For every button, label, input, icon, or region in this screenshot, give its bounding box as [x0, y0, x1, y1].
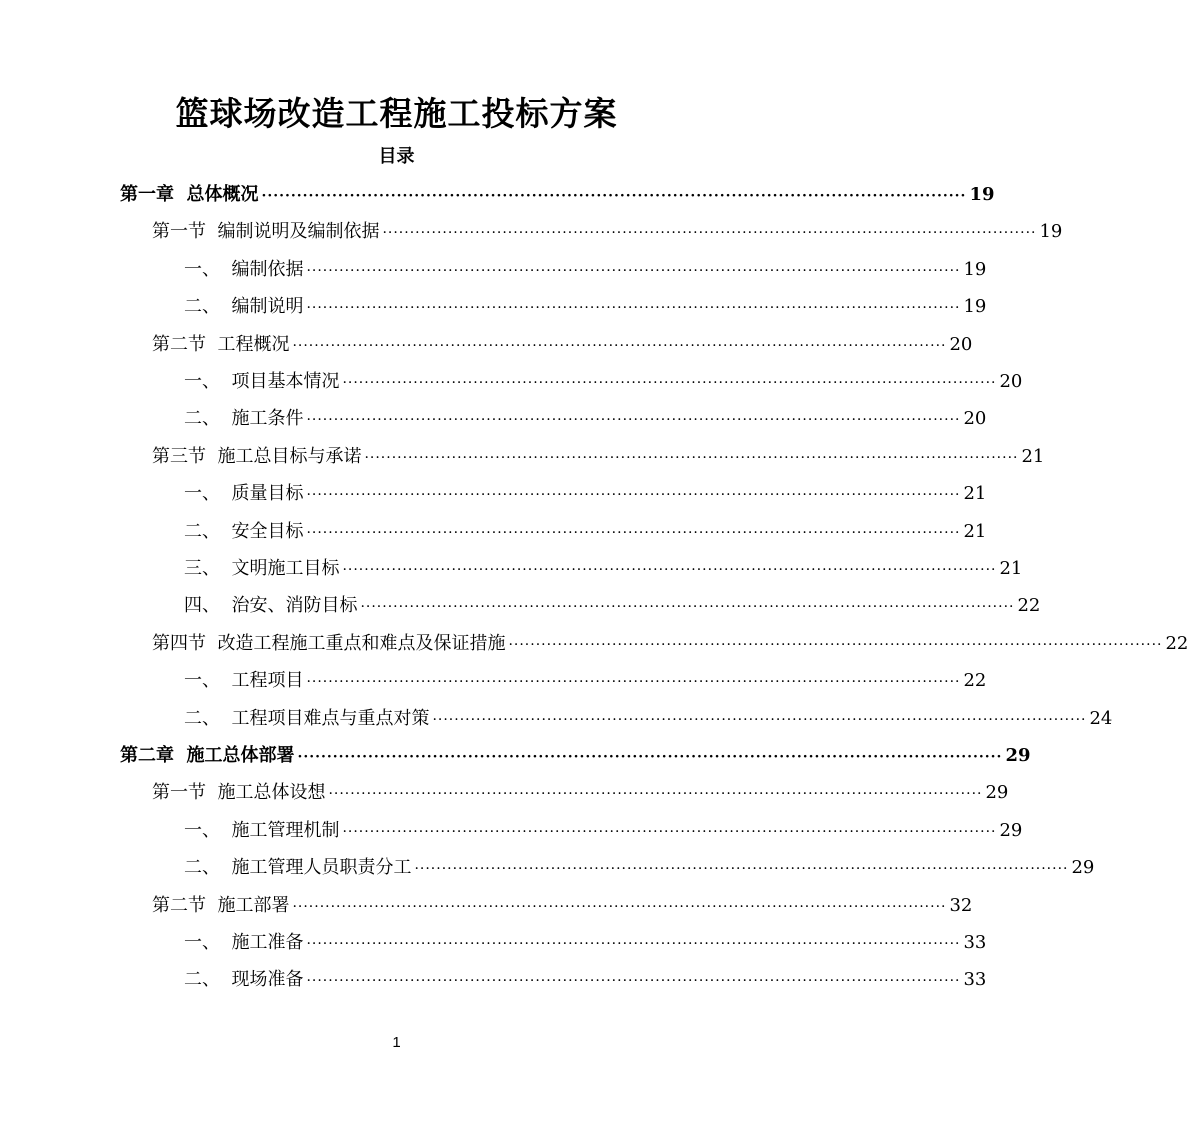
toc-leader-dots: ························································································································ — [414, 861, 1069, 878]
toc-entry-page: 29 — [985, 782, 1009, 804]
toc-leader-dots: ························································································································ — [342, 823, 997, 840]
toc-entry-title: 现场准备 — [231, 969, 304, 991]
document-title: 篮球场改造工程施工投标方案 — [175, 94, 618, 133]
toc-entry[interactable] — [152, 213, 1063, 250]
toc-entry-page: 20 — [963, 408, 987, 430]
toc-entry[interactable] — [152, 438, 1045, 475]
toc-leader-dots: ························································································································ — [261, 188, 967, 204]
toc-entry-page: 24 — [1089, 707, 1113, 729]
toc-entry-page: 33 — [963, 932, 987, 953]
toc-entry-page: 19 — [963, 258, 987, 280]
toc-entry-title: 施工条件 — [231, 408, 304, 430]
toc-entry[interactable] — [184, 251, 987, 288]
toc-entry-page: 21 — [963, 520, 987, 542]
toc-leader-dots: ························································································································ — [342, 375, 997, 391]
toc-entry-title: 改造工程施工重点和难点及保证措施 — [217, 632, 506, 654]
toc-entry-title: 编制依据 — [231, 258, 304, 280]
toc-entry[interactable] — [184, 587, 1041, 624]
toc-entry-page: 21 — [963, 483, 987, 505]
page-number: 1 — [392, 1034, 401, 1051]
toc-entry-title: 施工管理机制 — [231, 819, 340, 841]
toc-entry-number: 二、 — [184, 520, 220, 542]
toc-entry-number: 第二章 — [120, 745, 174, 766]
toc-leader-dots: ························································································································ — [364, 449, 1019, 466]
toc-entry[interactable] — [184, 288, 987, 325]
toc-entry[interactable] — [120, 737, 1031, 774]
toc-entry-number: 一、 — [184, 483, 220, 505]
toc-entry-number: 第一节 — [152, 221, 206, 243]
toc-entry[interactable] — [184, 475, 987, 512]
toc-leader-dots: ························································································································ — [292, 337, 947, 354]
toc-leader-dots: ························································································································ — [382, 225, 1037, 242]
toc-entry-title: 工程项目 — [231, 670, 304, 692]
toc-entry-number: 一、 — [184, 371, 220, 392]
toc-entry[interactable] — [184, 849, 1095, 886]
toc-entry[interactable] — [184, 400, 987, 437]
toc-heading: 目录 — [378, 146, 415, 167]
toc-leader-dots: ························································································································ — [306, 936, 961, 952]
toc-entry-title: 施工管理人员职责分工 — [231, 857, 412, 879]
toc-leader-dots: ························································································································ — [306, 412, 961, 429]
toc-entry-number: 二、 — [184, 408, 220, 430]
toc-leader-dots: ························································································································ — [292, 898, 947, 915]
toc-entry-page: 29 — [1071, 857, 1095, 879]
toc-entry-page: 21 — [1021, 445, 1045, 467]
toc-entry[interactable] — [184, 550, 1023, 587]
toc-entry-page: 22 — [1017, 595, 1041, 617]
toc-entry-number: 二、 — [184, 969, 220, 991]
toc-entry-number: 第一节 — [152, 782, 206, 804]
toc-entry[interactable] — [184, 700, 1113, 737]
toc-entry-number: 一、 — [184, 670, 220, 692]
toc-entry[interactable] — [184, 513, 987, 550]
toc-entry-title: 文明施工目标 — [231, 558, 340, 579]
toc-entry[interactable] — [184, 363, 1023, 400]
toc-entry-title: 施工总体设想 — [217, 782, 326, 804]
toc-leader-dots: ························································································································ — [306, 487, 961, 504]
toc-entry-page: 32 — [949, 894, 973, 916]
toc-leader-dots: ························································································································ — [306, 674, 961, 691]
toc-entry-page: 19 — [963, 296, 987, 318]
toc-entry-title: 编制说明 — [231, 296, 304, 318]
toc-leader-dots: ························································································································ — [360, 599, 1015, 616]
toc-leader-dots: ························································································································ — [306, 973, 961, 990]
toc-entry-number: 四、 — [184, 595, 220, 617]
toc-entry-page: 20 — [949, 333, 973, 355]
toc-leader-dots: ························································································································ — [328, 786, 983, 803]
toc-entry-number: 一、 — [184, 819, 220, 841]
toc-entry[interactable] — [152, 326, 973, 363]
toc-entry-number: 第二节 — [152, 333, 206, 355]
toc-entry-number: 一、 — [184, 258, 220, 280]
toc-entry-number: 第三节 — [152, 445, 206, 467]
toc-entry-page: 29 — [999, 819, 1023, 841]
toc-entry[interactable] — [184, 924, 987, 961]
toc-entry-page: 22 — [963, 670, 987, 692]
toc-entry-page: 21 — [999, 558, 1023, 579]
toc-entry-number: 一、 — [184, 932, 220, 953]
toc-entry-number: 二、 — [184, 296, 220, 318]
toc-entry[interactable] — [184, 961, 987, 998]
toc-leader-dots: ························································································································ — [508, 636, 1163, 653]
toc-entry-page: 20 — [999, 371, 1023, 392]
toc-entry-title: 总体概况 — [186, 184, 259, 205]
toc-entry-number: 第一章 — [120, 184, 174, 205]
toc-entry-title: 施工部署 — [217, 894, 290, 916]
toc-entry-page: 19 — [969, 184, 995, 205]
toc-leader-dots: ························································································································ — [306, 300, 961, 317]
toc-entry-page: 19 — [1039, 221, 1063, 243]
toc-entry[interactable] — [152, 625, 1188, 662]
toc-entry-title: 工程概况 — [217, 333, 290, 355]
toc-leader-dots: ························································································································ — [342, 562, 997, 578]
toc-entry-number: 第二节 — [152, 894, 206, 916]
toc-entry-title: 项目基本情况 — [231, 371, 340, 392]
toc-leader-dots: ························································································································ — [306, 262, 961, 279]
toc-entry-page: 33 — [963, 969, 987, 991]
toc-entry-title: 施工准备 — [231, 932, 304, 953]
toc-entry[interactable] — [152, 887, 973, 924]
toc-entry-number: 二、 — [184, 857, 220, 879]
toc-entry[interactable] — [184, 812, 1023, 849]
toc-entry-number: 第四节 — [152, 632, 206, 654]
toc-entry-number: 二、 — [184, 707, 220, 729]
toc-leader-dots: ························································································································ — [306, 524, 961, 541]
toc-entry-title: 质量目标 — [231, 483, 304, 505]
toc-entry-title: 施工总体部署 — [186, 745, 295, 766]
toc-entry[interactable] — [184, 662, 987, 699]
toc-entry-title: 施工总目标与承诺 — [217, 445, 362, 467]
toc-leader-dots: ························································································································ — [297, 749, 1003, 765]
toc-entry-number: 三、 — [184, 558, 220, 579]
toc-entry-title: 编制说明及编制依据 — [217, 221, 380, 243]
toc-entry-page: 29 — [1005, 745, 1031, 766]
toc-entry-page: 22 — [1165, 632, 1188, 654]
toc-entry[interactable] — [120, 176, 995, 213]
toc-leader-dots: ························································································································ — [432, 711, 1087, 728]
toc-entry-title: 工程项目难点与重点对策 — [231, 707, 430, 729]
toc-entry-title: 治安、消防目标 — [231, 595, 358, 617]
toc-entry-title: 安全目标 — [231, 520, 304, 542]
toc-entry[interactable] — [152, 774, 1009, 811]
